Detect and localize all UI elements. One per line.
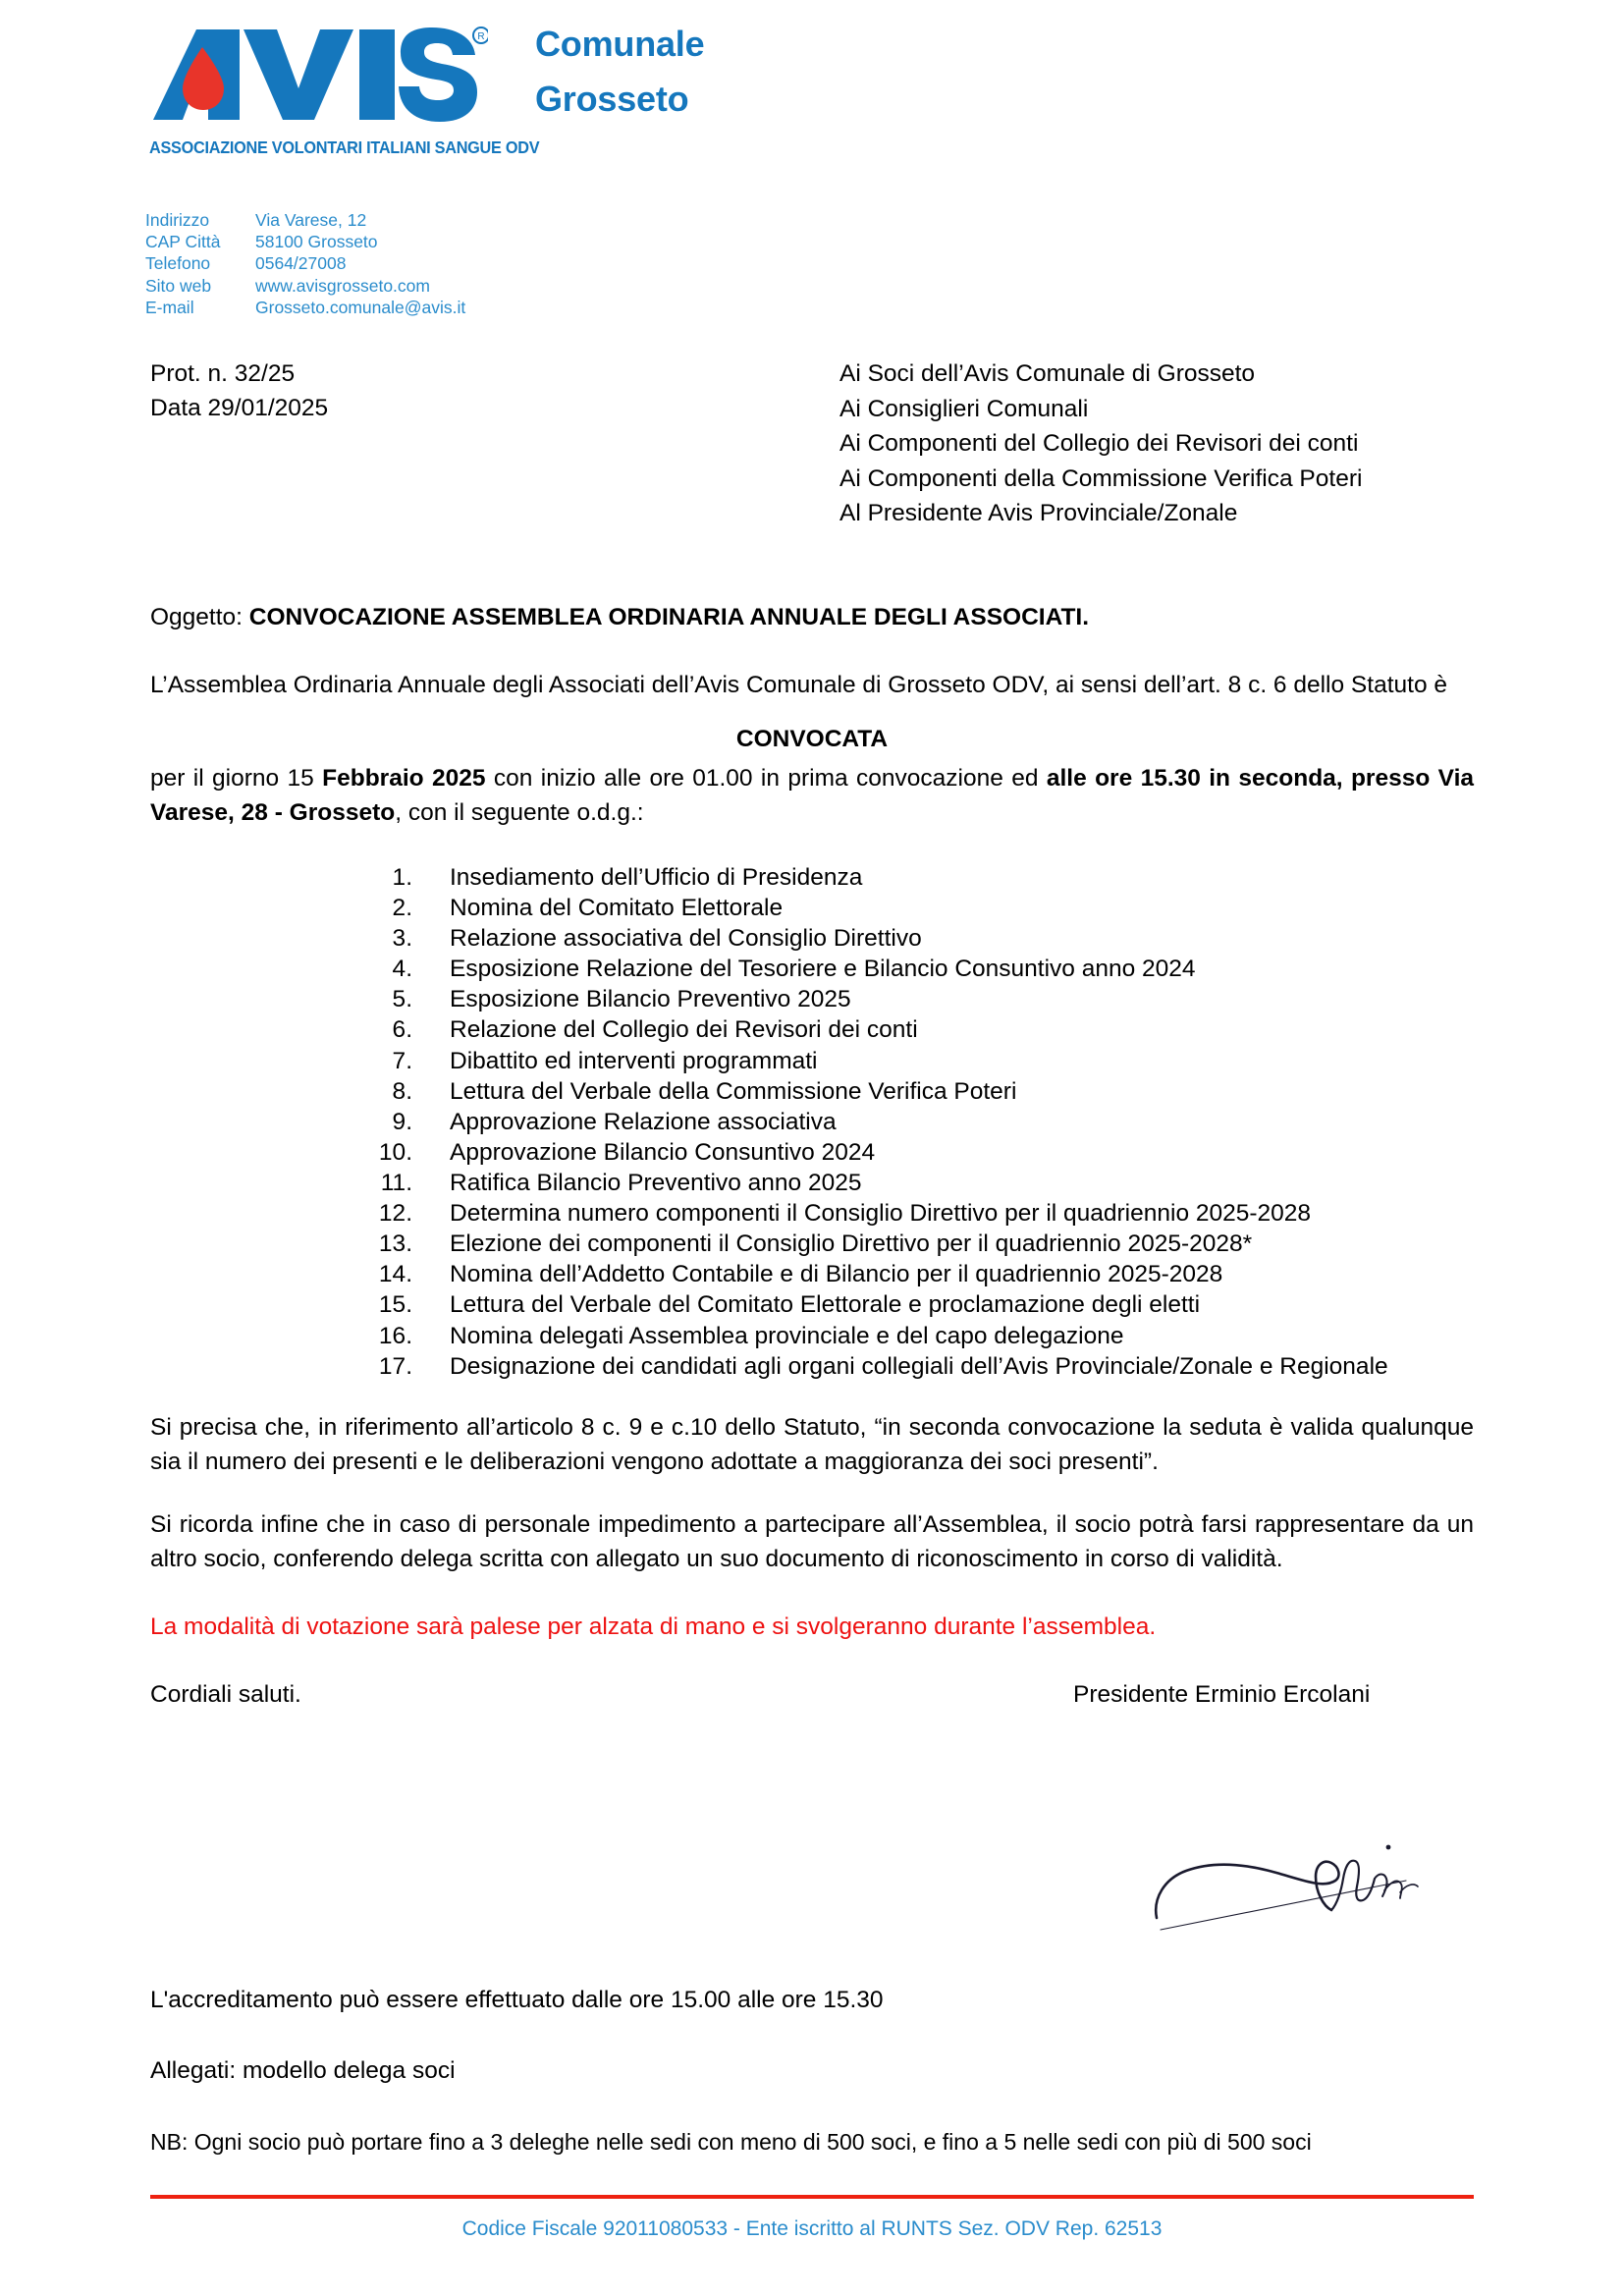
- president-name: Presidente Erminio Ercolani: [1073, 1680, 1371, 1708]
- contact-value-address: Via Varese, 12: [255, 210, 367, 230]
- delega-paragraph: Si ricorda infine che in caso di personale impedimento a partecipare all’Assemblea, il socio potrà farsi rappresentare da un altro socio, conferendo delega scritta con allegato un suo documento di riconoscimento in corso di validità.: [150, 1511, 1474, 1573]
- recipient-line: Ai Soci dell’Avis Comunale di Grosseto: [839, 360, 1256, 387]
- when-seg3: con inizio alle ore 01.00 in prima convocazione ed: [485, 765, 1047, 793]
- contact-row-address: [145, 209, 465, 231]
- protocol-date: Data 29/01/2025: [150, 395, 329, 422]
- agenda-item: Approvazione Relazione associativa: [450, 1108, 837, 1135]
- when-seg1: per il giorno 15: [150, 765, 323, 793]
- subject-text: CONVOCAZIONE ASSEMBLEA ORDINARIA ANNUALE DEGLI ASSOCIATI.: [248, 604, 1090, 630]
- footer-divider: [150, 2195, 1474, 2199]
- header-title-grosseto: Grosseto: [535, 78, 689, 119]
- agenda-item: Dibattito ed interventi programmati: [450, 1047, 818, 1074]
- contact-label-website: Sito web: [145, 275, 212, 296]
- contact-row-phone: [145, 252, 465, 274]
- closing-greeting: Cordiali saluti.: [150, 1680, 301, 1708]
- agenda-item: Lettura del Verbale della Commissione Verifica Poteri: [450, 1077, 1017, 1105]
- attachments-line: Allegati: modello delega soci: [150, 2057, 456, 2085]
- quorum-paragraph: Si precisa che, in riferimento all’articolo 8 c. 9 e c.10 dello Statuto, “in seconda convocazione la seduta è valida qualunque sia il numero dei presenti e le deliberazioni vengono adottate a maggioranza dei soci presenti”.: [150, 1413, 1474, 1475]
- convocata-heading: CONVOCATA: [735, 725, 889, 752]
- agenda-item: Relazione associativa del Consiglio Direttivo: [450, 925, 922, 953]
- letter-body: [150, 601, 1474, 1722]
- when-date: Febbraio 2025: [322, 765, 486, 793]
- subject-label: Oggetto:: [150, 604, 249, 630]
- contact-label-city: CAP Città: [145, 232, 221, 252]
- recipient-line: Ai Componenti del Collegio dei Revisori dei conti: [839, 430, 1359, 458]
- recipients-block: [839, 356, 1362, 531]
- protocol-block: [150, 356, 328, 426]
- contact-label-email: E-mail: [145, 297, 194, 317]
- agenda-item: Ratifica Bilancio Preventivo anno 2025: [450, 1170, 862, 1196]
- intro-paragraph: L’Assemblea Ordinaria Annuale degli Associati dell’Avis Comunale di Grosseto ODV, ai sensi dell’art. 8 c. 6 dello Statuto è: [150, 671, 1448, 698]
- when-seg5: , con il seguente o.d.g.:: [395, 799, 644, 827]
- svg-text:R: R: [477, 31, 485, 42]
- contact-value-email[interactable]: Grosseto.comunale@avis.it: [255, 297, 466, 317]
- accreditation-line: L'accreditamento può essere effettuato dalle ore 15.00 alle ore 15.30: [150, 1987, 884, 2013]
- avis-wordmark-graphic: [149, 18, 488, 136]
- agenda-item: Nomina del Comitato Elettorale: [450, 895, 784, 922]
- contact-value-phone: 0564/27008: [255, 253, 347, 274]
- closing-row: [150, 1678, 1474, 1722]
- contact-value-city: 58100 Grosseto: [255, 232, 378, 252]
- contact-row-website: [145, 275, 465, 297]
- agenda-item: Relazione del Collegio dei Revisori dei conti: [450, 1016, 918, 1044]
- tail-block: [150, 1984, 1474, 2158]
- contact-block: [145, 209, 465, 318]
- contact-value-website[interactable]: www.avisgrosseto.com: [255, 275, 430, 296]
- recipient-line: Al Presidente Avis Provinciale/Zonale: [839, 500, 1238, 527]
- nb-line: NB: Ogni socio può portare fino a 3 deleghe nelle sedi con meno di 500 soci, e fino a 5 nelle sedi con più di 500 soci: [150, 2128, 1312, 2155]
- agenda-item: Esposizione Relazione del Tesoriere e Bilancio Consuntivo anno 2024: [450, 956, 1196, 983]
- when-paragraph: [150, 762, 1474, 831]
- when-time-place: alle ore 15.30 in seconda, presso Via Varese, 28 - Grosseto: [150, 765, 1475, 827]
- agenda-item: Esposizione Bilancio Preventivo 2025: [450, 986, 851, 1013]
- avis-tagline: ASSOCIAZIONE VOLONTARI ITALIANI SANGUE ODV: [149, 137, 540, 157]
- agenda-item: Lettura del Verbale del Comitato Elettorale e proclamazione degli eletti: [450, 1291, 1201, 1319]
- signature-image: [1139, 1822, 1463, 1949]
- letterhead-header: [0, 0, 1624, 196]
- recipient-line: Ai Consiglieri Comunali: [839, 395, 1089, 422]
- agenda-item: Nomina dell’Addetto Contabile e di Bilancio per il quadriennio 2025-2028: [450, 1261, 1223, 1288]
- agenda-item: Determina numero componenti il Consiglio Direttivo per il quadriennio 2025-2028: [450, 1200, 1312, 1228]
- agenda-list: [150, 862, 1474, 1382]
- agenda-item: Elezione dei componenti il Consiglio Direttivo per il quadriennio 2025-2028*: [450, 1230, 1253, 1258]
- contact-row-email: [145, 297, 465, 318]
- contact-label-phone: Telefono: [145, 253, 211, 274]
- protocol-number: Prot. n. 32/25: [150, 360, 296, 387]
- agenda-item: Approvazione Bilancio Consuntivo 2024: [450, 1138, 876, 1166]
- subject-line: [150, 601, 1474, 635]
- header-title-comunale: Comunale: [535, 24, 705, 64]
- agenda-item: Insediamento dell’Ufficio di Presidenza: [450, 863, 863, 891]
- footer-fiscal-code: Codice Fiscale 92011080533 - Ente iscritto al RUNTS Sez. ODV Rep. 62513: [461, 2217, 1163, 2240]
- header-titles: [535, 26, 704, 136]
- agenda-item: Nomina delegati Assemblea provinciale e del capo delegazione: [450, 1322, 1124, 1349]
- voting-notice: La modalità di votazione sarà palese per alzata di mano e si svolgeranno durante l’assemblea.: [150, 1613, 1157, 1640]
- contact-label-address: Indirizzo: [145, 210, 210, 230]
- contact-row-city: [145, 231, 465, 252]
- agenda-item: Designazione dei candidati agli organi collegiali dell’Avis Provinciale/Zonale e Regionale: [450, 1352, 1388, 1380]
- avis-logo: [149, 18, 540, 158]
- recipient-line: Ai Componenti della Commissione Verifica Poteri: [839, 465, 1363, 492]
